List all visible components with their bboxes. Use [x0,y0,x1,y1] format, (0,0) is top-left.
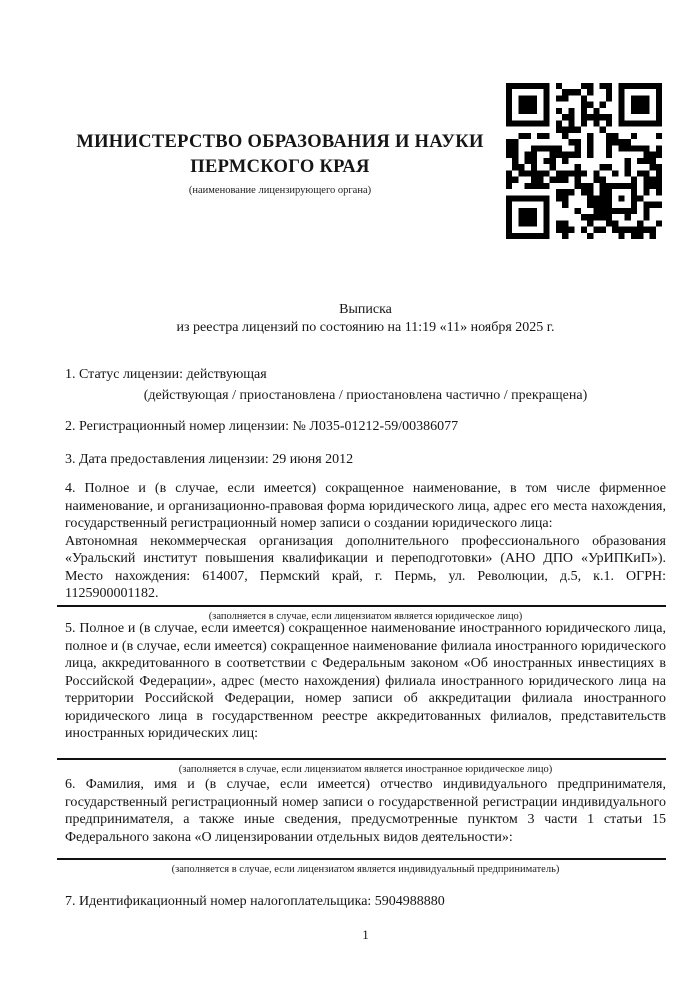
foreign-entity-caption: (заполняется в случае, если лицензиатом является иностранное юридическое лицо) [178,763,553,775]
taxpayer-id-line: 7. Идентификационный номер налогоплательщика: 5904988880 [65,894,445,909]
licensing-authority-header [65,130,495,197]
fill-line [57,605,666,607]
ministry-name-line1: МИНИСТЕРСТВО ОБРАЗОВАНИЯ И НАУКИ [76,132,484,152]
license-status-line: 1. Статус лицензии: действующая [65,367,267,382]
legal-entity-description: 4. Полное и (в случае, если имеется) сокращенное наименование, в том числе фирменное наименование, и организационно-правовая форма юридического лица, адрес его места нахождения, государственный регистрационный номер записи о создании юридического лица: [65,481,666,531]
entrepreneur-description: 6. Фамилия, имя и (в случае, если имеется) отчество индивидуального предпринимателя, государственный регистрационный номер записи о государственной регистрации индивидуального предпринимателя, а также иные сведения, предусмотренные пунктом 3 части 1 статьи 15 Федерального закона «О лицензировании отдельных видов деятельности»: [65,777,666,845]
entrepreneur-caption: (заполняется в случае, если лицензиатом является индивидуальный предприниматель) [171,864,560,875]
document-subtitle: из реестра лицензий по состоянию на 11:19 «11» ноября 2025 г. [176,319,555,335]
grant-date-line: 3. Дата предоставления лицензии: 29 июня 2012 [65,452,354,467]
fill-line [57,858,666,860]
authority-caption: (наименование лицензирующего органа) [188,185,372,196]
legal-entity-section [65,480,666,623]
foreign-entity-section [65,620,666,776]
foreign-entity-description: 5. Полное и (в случае, если имеется) сокращенное наименование иностранного юридического лица, полное и (в случае, если имеется) сокращенное наименование филиала иностранного юридического лица, аккредитованного в соответствии с Федеральным законом «Об иностранных инвестициях в Российской Федерации», адрес (место нахождения) филиала иностранного юридического лица на территории Российской Федерации, номер записи об аккредитации филиала иностранного юридического лица в государственном реестре аккредитованных филиалов, представительств иностранных юридических лиц: [65,621,666,741]
legal-entity-value: Автономная некоммерческая организация дополнительного профессионального образования «Уральский институт повышения квалификации и переподготовки» (АНО ДПО «УрИПКиП»). Место нахождения: 614007, Пермский край, г. Пермь, ул. Революции, д.5, к.1. ОГРН: 1125900001182. [65,533,666,601]
status-options-caption: (действующая / приостановлена / приостановлена частично / прекращена) [143,388,588,403]
qr-code [506,83,662,239]
fill-line [57,758,666,760]
entrepreneur-section [65,776,666,876]
registration-number-line: 2. Регистрационный номер лицензии: № Л035-01212-59/00386077 [65,419,459,434]
page-number: 1 [362,927,369,942]
document-title-block [65,301,666,336]
ministry-name-line2: ПЕРМСКОГО КРАЯ [190,157,370,177]
legal-entity-caption: (заполняется в случае, если лицензиатом является юридическое лицо) [208,610,523,622]
document-title: Выписка [339,302,392,317]
